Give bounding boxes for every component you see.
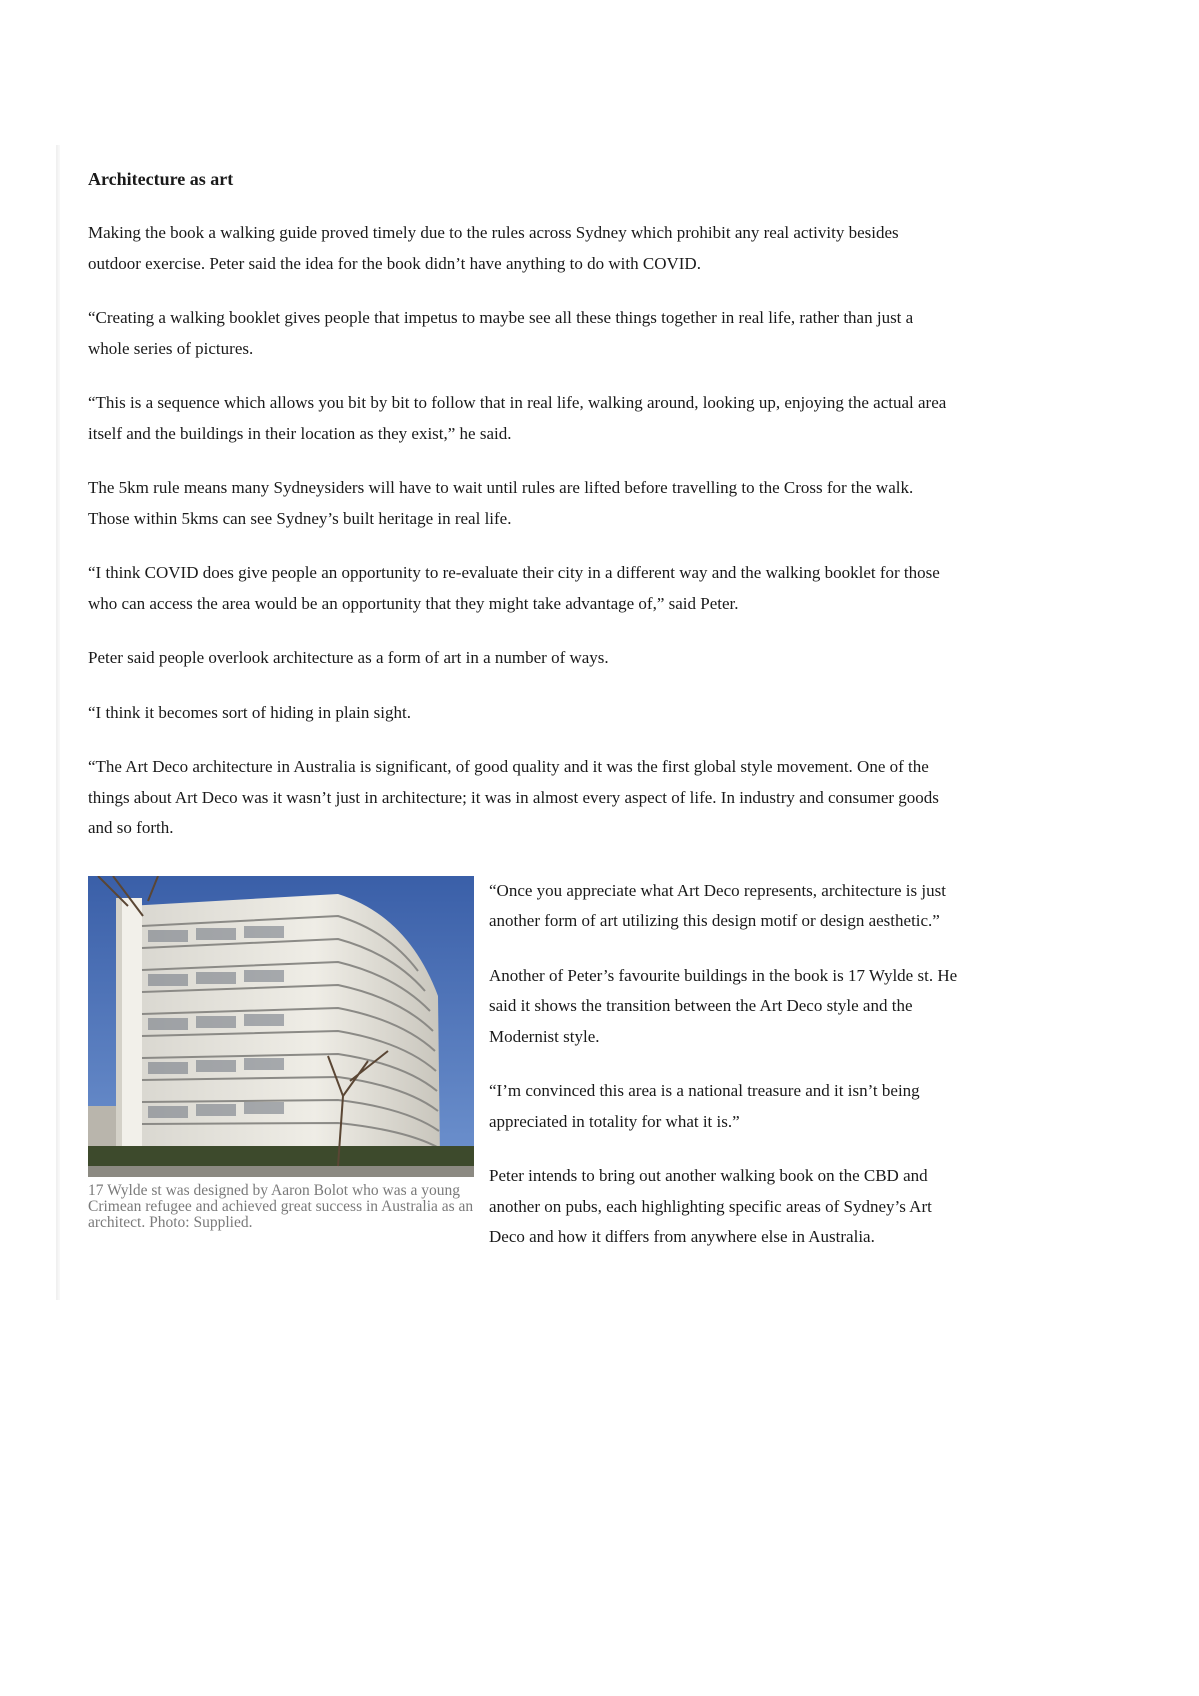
section-heading: Architecture as art [88,169,234,189]
paragraph: “I’m convinced this area is a national treasure and it isn’t being appreciated in totality for what it is.” [489,1081,920,1131]
building-figure [88,876,474,1231]
paragraph: Peter said people overlook architecture as a form of art in a number of ways. [88,648,609,667]
right-column [489,876,959,1277]
photo-caption: 17 Wylde st was designed by Aaron Bolot who was a young Crimean refugee and achieved great success in Australia as an architect. Photo: Supplied. [88,1181,474,1231]
paragraph: The 5km rule means many Sydneysiders will have to wait until rules are lifted before travelling to the Cross for the walk. Those within 5kms can see Sydney’s built heritage in real life. [88,478,914,528]
paragraph: “I think COVID does give people an opportunity to re-evaluate their city in a different way and the walking booklet for those who can access the area would be an opportunity that they might take advantage of,” said Peter. [88,563,940,613]
paragraph: “Creating a walking booklet gives people that impetus to maybe see all these things together in real life, rather than just a whole series of pictures. [88,308,914,358]
paragraph: Making the book a walking guide proved timely due to the rules across Sydney which prohibit any real activity besides outdoor exercise. Peter said the idea for the book didn’t have anything to do with COVID. [88,223,899,273]
paragraph: Peter intends to bring out another walking book on the CBD and another on pubs, each highlighting specific areas of Sydney’s Art Deco and how it differs from anywhere else in Australia. [489,1166,932,1246]
paragraph: “I think it becomes sort of hiding in plain sight. [88,702,411,722]
paragraph: Another of Peter’s favourite buildings in the book is 17 Wylde st. He said it shows the transition between the Art Deco style and the Modernist style. [489,965,958,1046]
page-edge-shadow [56,145,60,1300]
building-photo [88,876,474,1177]
paragraph: “This is a sequence which allows you bit by bit to follow that in real life, walking around, looking up, enjoying the actual area itself and the buildings in their location as they exist,” he said. [88,393,947,443]
paragraph: “Once you appreciate what Art Deco represents, architecture is just another form of art utilizing this design motif or design aesthetic.” [489,880,946,930]
article-body [88,164,958,1308]
paragraph: “The Art Deco architecture in Australia is significant, of good quality and it was the first global style movement. One of the things about Art Deco was it wasn’t just in architecture; it was in almost every aspect of life. In industry and consumer goods and so forth. [88,757,939,837]
figure-with-text [88,868,958,1308]
